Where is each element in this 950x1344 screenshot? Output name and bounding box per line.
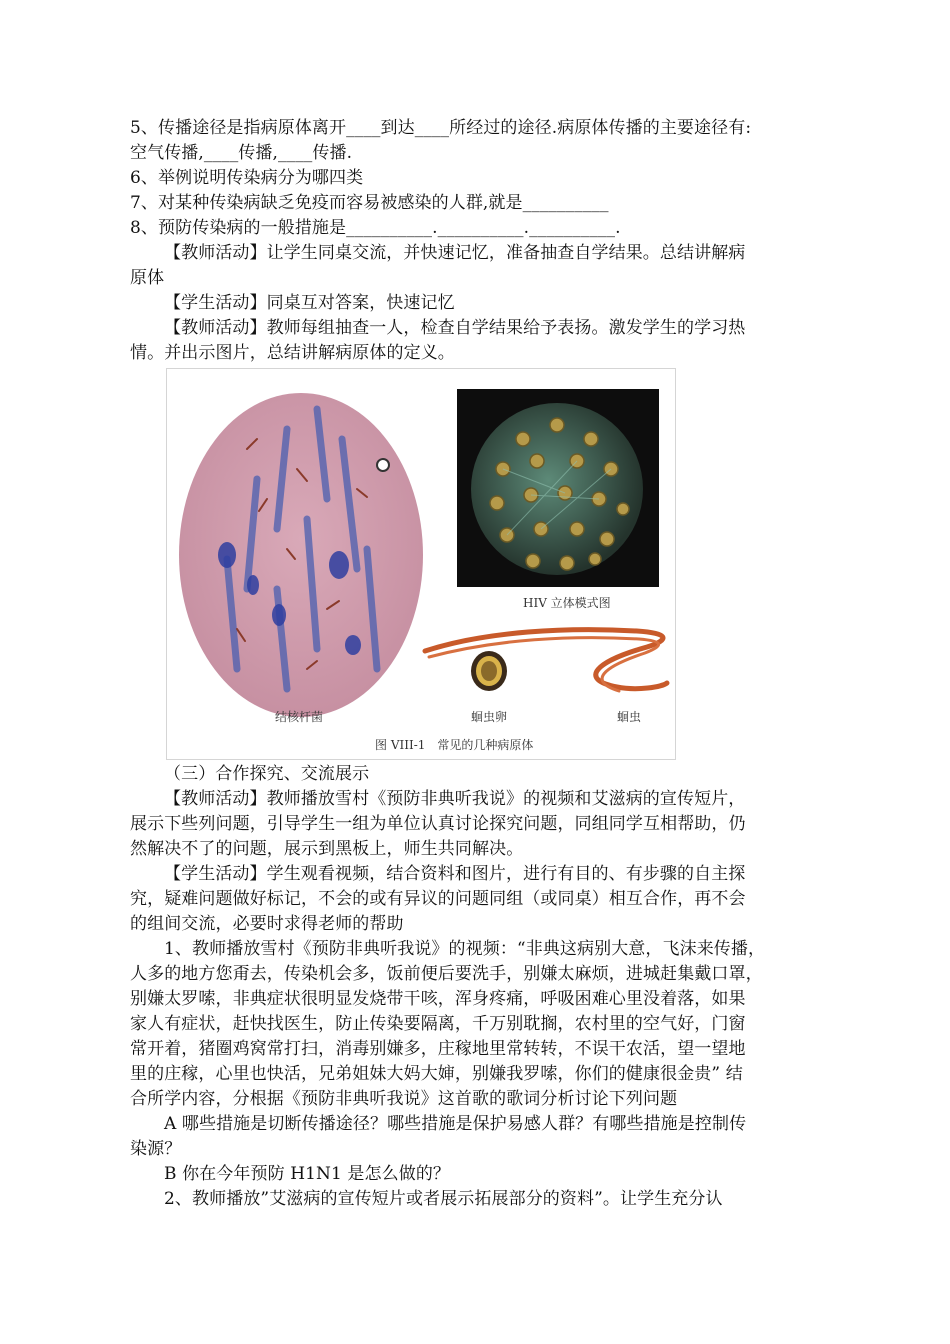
text-line: 合所学内容，分根据《预防非典听我说》这首歌的歌词分析讨论下列问题 [130,1089,678,1109]
text-line: 【教师活动】教师播放雪村《预防非典听我说》的视频和艾滋病的宣传短片， [164,789,746,809]
pathogen-figure [166,368,676,760]
text-line: 展示下些列问题，引导学生一组为单位认真讨论探究问题，同组同学互相帮助，仍 [130,814,746,834]
text-line: 8、预防传染病的一般措施是__________.__________.__________. [130,218,621,238]
text-line: 然解决不了的问题，展示到黑板上，师生共同解决。 [130,839,524,859]
text-line: 2、教师播放”艾滋病的宣传短片或者展示拓展部分的资料”。让学生充分认 [164,1189,723,1209]
text-line: 空气传播,____传播,____传播. [130,143,353,163]
roundworm-image [425,630,667,691]
pathogen-illustration [167,369,675,759]
text-line: 【学生活动】学生观看视频，结合资料和图片，进行有目的、有步骤的自主探 [164,864,746,884]
roundworm-egg-image [471,651,507,691]
text-line: 染源？ [130,1139,182,1159]
text-line: 1、教师播放雪村《预防非典听我说》的视频：“非典这病别大意，飞沫来传播， [164,939,766,959]
text-line: 的组间交流，必要时求得老师的帮助 [130,914,404,934]
worm-caption: 蛔虫 [617,710,642,724]
tb-caption: 结核杆菌 [275,710,324,724]
hiv-model-image [457,389,659,587]
figure-caption: 图 VIII-1 常见的几种病原体 [375,738,534,752]
text-line: 原体 [130,268,165,288]
tuberculosis-image [179,393,423,717]
text-line: 人多的地方您甭去，传染机会多，饭前便后要洗手，别嫌太麻烦，进城赶集戴口罩， [130,964,763,984]
text-line: B 你在今年预防 H1N1 是怎么做的？ [164,1164,451,1184]
text-line: 家人有症状，赶快找医生，防止传染要隔离，千万别耽搁，农村里的空气好，门窗 [130,1014,746,1034]
text-line: 别嫌太罗嗦，非典症状很明显发烧带干咳，浑身疼痛，呼吸困难心里没着落，如果 [130,989,746,1009]
text-line: 【教师活动】教师每组抽查一人，检查自学结果给予表扬。激发学生的学习热 [164,318,746,338]
text-line: 【教师活动】让学生同桌交流，并快速记忆，准备抽查自学结果。总结讲解病 [164,243,746,263]
text-line: 6、举例说明传染病分为哪四类 [130,168,364,188]
egg-caption: 蛔虫卵 [471,710,508,724]
text-line: 【学生活动】同桌互对答案，快速记忆 [164,293,455,313]
text-line: 情。并出示图片，总结讲解病原体的定义。 [130,343,455,363]
text-line: 5、传播途径是指病原体离开____到达____所经过的途径.病原体传播的主要途径有: [130,118,752,138]
text-line: 里的庄稼，心里也快活，兄弟姐妹大妈大婶，别嫌我罗嗦，你们的健康很金贵” 结 [130,1064,743,1084]
text-line: 7、对某种传染病缺乏免疫而容易被感染的人群,就是__________ [130,193,609,213]
text-line: A 哪些措施是切断传播途径？哪些措施是保护易感人群？有哪些措施是控制传 [164,1114,747,1134]
section-heading: （三）合作探究、交流展示 [164,764,370,784]
hiv-caption: HIV 立体模式图 [523,596,611,610]
text-line: 常开着，猪圈鸡窝常打扫，消毒别嫌多，庄稼地里常转转，不误干农活，望一望地 [130,1039,746,1059]
text-line: 究，疑难问题做好标记，不会的或有异议的问题同组（或同桌）相互合作，再不会 [130,889,746,909]
